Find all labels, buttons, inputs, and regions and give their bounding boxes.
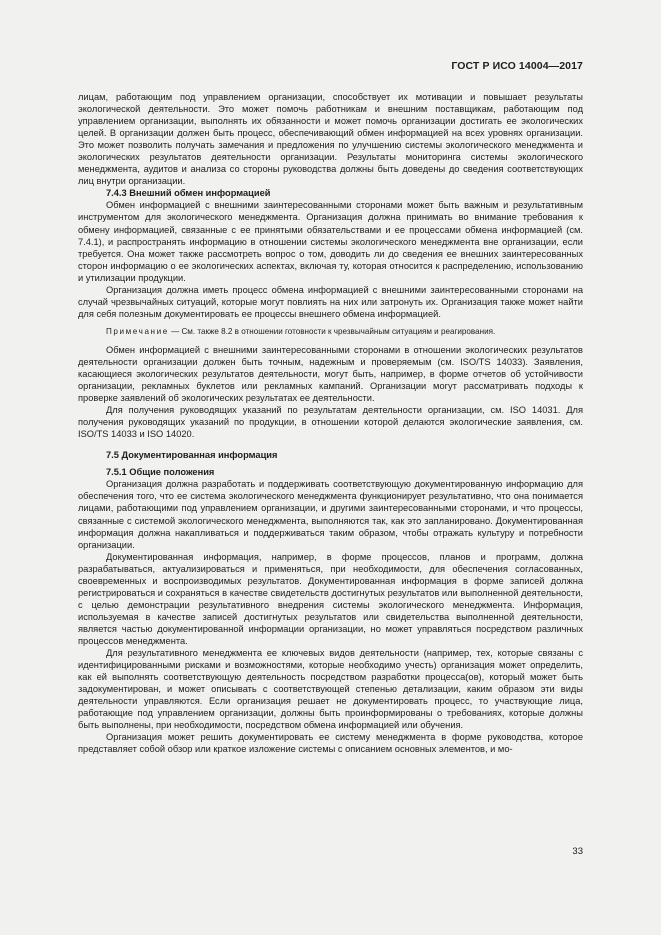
document-id-header: ГОСТ Р ИСО 14004—2017	[451, 60, 583, 72]
paragraph: Документированная информация, например, в форме процессов, планов и программ, должна разрабатываться, актуализироваться и применяться, при необходимости, для обеспечения согласованных, своевременных и воспроизводимых результатов. Документированная информация в форме записей должна регистрироваться и сохраняться в качестве свидетельств достигнутых результатов или выполненной деятельности, с целью демонстрации результативного внедрения системы экологического менеджмента. Информация, используемая в качестве записей достигнутых результатов или свидетельства выполненной деятельности, является частью документированной информации организации, но может управляться посредством различных процессов менеджмента.	[78, 551, 583, 646]
spacer	[78, 440, 583, 449]
note-label: Примечание	[106, 326, 169, 336]
section-heading-7-5: 7.5 Документированная информация	[106, 450, 278, 461]
paragraph: Для получения руководящих указаний по результатам деятельности организации, см. ISO 14031. Для получения руководящих указаний по продукции, в отношении которой делаются экологические заявления, см. ISO/TS 14033 и ISO 14020.	[78, 405, 583, 440]
section-heading-7-5-1: 7.5.1 Общие положения	[106, 467, 215, 478]
note-text: — См. также 8.2 в отношении готовности к чрезвычайным ситуациям и реагирования.	[168, 326, 496, 336]
paragraph: лицам, работающим под управлением организации, способствует их мотивации и повышает результаты экологической деятельности. Это может помочь работникам и внешним поставщикам, работающим под управлением организации, выполнять их обязанности и может помочь организации достигать ее экологических целей. В организации должен быть процесс, обеспечивающий обмен информацией на всех уровнях организации. Это может позволить получать замечания и предложения по улучшению системы экологического менеджмента и экологических результатов деятельности организации. Результаты мониторинга системы экологического менеджмента, аудитов и анализа со стороны руководства должны быть доведены до сведения соответствующих лиц внутри организации.	[78, 92, 583, 187]
note	[78, 326, 583, 337]
paragraph: Организация должна иметь процесс обмена информацией с внешними заинтересованными сторонами на случай чрезвычайных ситуаций, которые могут повлиять на них или затронуть их. Организация также может найти для себя полезным документировать ее процессы внешнего обмена информацией.	[78, 284, 583, 319]
paragraph: Для результативного менеджмента ее ключевых видов деятельности (например, тех, которые связаны с идентифицированными рисками и возможностями, которые необходимо учесть) организация может определить, как ей выполнять соответствующую деятельность посредством разработки процесса(ов), который может быть задокументирован, и может описывать с соответствующей степенью детализации, каким образом эти виды деятельности управляются. Если организация решает не документировать процесс, то участвующие лица, работающие под управлением организации, должны быть проинформированы о требованиях, которые должны быть выполнены, при необходимости, посредством обмена информацией или обучения.	[78, 648, 583, 731]
section-heading-7-4-3: 7.4.3 Внешний обмен информацией	[106, 188, 271, 199]
paragraph: Организация должна разработать и поддерживать соответствующую документированную информацию для обеспечения того, что ее система экологического менеджмента функционирует результативно, что она понимается лицами, работающими под управлением организации, и другими заинтересованными сторонами, и что процессы, связанные с системой экологического менеджмента, выполняются так, как это запланировано. Документированная информация должна накапливаться и поддерживаться таким образом, чтобы отражать культуру и потребности организации.	[78, 479, 583, 550]
paragraph: Обмен информацией с внешними заинтересованными сторонами в отношении экологических результатов деятельности организации должен быть точным, надежным и проверяемым (см. ISO/TS 14033). Заявления, касающиеся экологических результатов деятельности, могут быть, например, в форме отчетов об устойчивости организации, рекламных буклетов или рекламных кампаний. Организации могут рассматривать подходы к проверке заявлений об экологических результатах ее деятельности.	[78, 344, 583, 404]
page-number: 33	[572, 846, 583, 857]
paragraph: Организация может решить документировать ее систему менеджмента в форме руководства, которое представляет собой обзор или краткое изложение системы с описанием основных элементов, и мо-	[78, 732, 583, 755]
page-body	[78, 91, 583, 755]
paragraph: Обмен информацией с внешними заинтересованными сторонами может быть важным и результативным инструментом для экологического менеджмента. Организация должна принимать во внимание требования к обмену информацией, связанные с ее принятыми обязательствами и ее процессами обмена информацией (см. 7.4.1), и распространять информацию в отношении системы экологического менеджмента вне организации, если требуется. Она может также рассмотреть вопрос о том, доводить ли до сведения ее внешних заинтересованных сторон информацию о ее экологических аспектах, включая ту, которая относится к распределению, использованию и утилизации продукции.	[78, 200, 583, 283]
